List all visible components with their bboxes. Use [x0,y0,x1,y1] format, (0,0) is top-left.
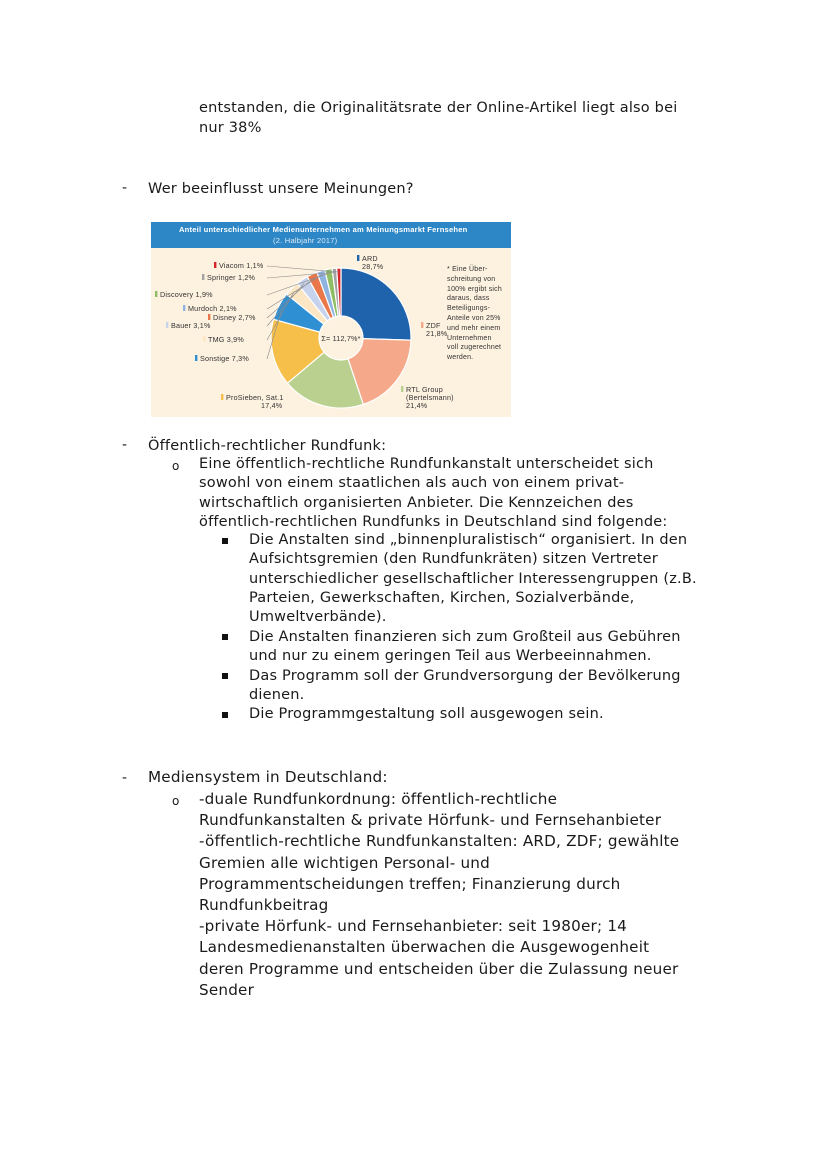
legend-marker-discovery [155,291,157,297]
section-2-heading: Öffentlich-rechtlicher Rundfunk: [148,438,387,454]
footnote-line: * Eine Über- [447,266,488,273]
legend-marker-murdoch [183,305,185,311]
para-line: Sender [199,980,255,999]
legend-marker-prosieben-sat1 [221,394,223,400]
square-bullet [222,673,228,679]
slice-name-zdf: ZDF [426,321,441,330]
slice-value-rtl-group: 21,4% [406,401,428,410]
slice-name-rtl-group: RTL Group [406,385,443,394]
slice-label-viacom [214,261,264,270]
slice-name-sonstige: Sonstige 7,3% [200,354,249,363]
footnote-line: Anteile von 25% [447,314,501,322]
footnote-line: werden. [447,354,474,362]
intro-line-2: nur 38% [199,120,262,136]
section-1-bullet: - [122,180,128,196]
slice-label-tmg [203,335,244,344]
section-3-sub-bullet: o [172,794,180,808]
para-line: Gremien alle wichtigen Personal- und [199,853,490,872]
list-item-1 [249,531,697,627]
footnote-line: voll zugerechnet [447,344,502,352]
slice-label-rtl-group [401,385,454,410]
chart-title: Anteil unterschiedlicher Medienunternehmen am Meinungsmarkt Fernsehen [179,225,468,234]
section-2-paragraph [199,455,667,532]
para-line: -öffentlich-rechtliche Rundfunkanstalten: ARD, ZDF; gewählte [199,832,680,851]
square-bullet [222,634,228,640]
pie-center-label: Σ= 112,7%* [321,334,361,343]
list-item-3 [249,667,681,706]
slice-name-murdoch: Murdoch 2,1% [188,304,237,313]
slice-label-prosieben-sat1 [221,393,284,410]
slice-name-ard: ARD [362,254,378,263]
section-3-paragraph [199,789,679,1001]
footnote-line: Beteiligungs- [447,305,491,313]
list-item-line: Die Anstalten finanzieren sich zum Großteil aus Gebühren [249,629,681,645]
list-item-line: Die Programmgestaltung soll ausgewogen sein. [249,706,604,722]
legend-marker-disney [208,314,210,320]
slice-label-sonstige [195,354,249,363]
slice-name-disney: Disney 2,7% [213,313,256,322]
para-line: Eine öffentlich-rechtliche Rundfunkanstalt unterscheidet sich [199,456,654,472]
slice-name-prosieben-sat1: ProSieben, Sat.1 [226,393,284,402]
list-item-line: unterschiedlicher gesellschaftlicher Interessengruppen (z.B. [249,570,697,587]
section-1-heading: Wer beeinflusst unsere Meinungen? [148,181,414,197]
footnote-line: Unternehmen [447,334,492,342]
chart-subtitle: (2. Halbjahr 2017) [273,236,338,245]
legend-marker-ard [357,255,359,261]
para-line: Rundfunkanstalten & private Hörfunk- und Fernsehanbieter [199,811,662,830]
footnote-line: daraus, dass [447,295,490,303]
list-item-line: Das Programm soll der Grundversorgung der Bevölkerung [249,668,681,684]
list-item-line: Aufsichtsgremien (den Rundfunkräten) sitzen Vertreter [249,551,658,568]
slice-label-discovery [155,290,213,299]
legend-marker-viacom [214,262,216,268]
slice-name-springer: Springer 1,2% [207,273,256,282]
legend-marker-sonstige [195,355,197,361]
list-item-line: und nur zu einem geringen Teil aus Werbeeinnahmen. [249,648,652,665]
legend-marker-bauer [166,322,168,328]
slice-value-prosieben-sat1: 17,4% [261,401,283,410]
list-item-2 [249,628,681,667]
slice-label-bauer [166,321,211,330]
chart-footnote [447,265,511,363]
section-3-heading: Mediensystem in Deutschland: [148,768,388,786]
list-item-4 [249,705,604,724]
para-line: öffentlich-rechtlichen Rundfunks in Deutschland sind folgende: [199,513,668,530]
intro-line-1: entstanden, die Originalitätsrate der Online-Artikel liegt also bei [199,100,678,116]
slice-name-rtl-group: (Bertelsmann) [406,393,454,402]
footnote-line: 100% ergibt sich [447,285,502,293]
list-item-line: Die Anstalten sind „binnenpluralistisch“ organisiert. In den [249,532,688,548]
slice-value-zdf: 21,8% [426,329,448,338]
slice-value-ard: 28,7% [362,262,384,271]
para-line: -duale Rundfunkordnung: öffentlich-rechtliche [199,790,558,808]
list-item-line: Umweltverbände). [249,609,387,626]
slice-name-bauer: Bauer 3,1% [171,321,211,330]
para-line: Programmentscheidungen treffen; Finanzierung durch [199,874,621,893]
slice-name-viacom: Viacom 1,1% [219,261,264,270]
para-line: Landesmedienanstalten überwachen die Ausgewogenheit [199,938,650,957]
section-2-bullet: - [122,437,128,453]
legend-marker-zdf [421,322,423,328]
square-bullet [222,712,228,718]
slice-label-disney [208,313,256,322]
list-item-line: dienen. [249,687,305,704]
media-share-chart [151,222,511,417]
para-line: Rundfunkbeitrag [199,896,329,915]
slice-label-zdf [421,321,448,338]
slice-name-discovery: Discovery 1,9% [160,290,213,299]
legend-marker-tmg [203,336,205,342]
para-line: deren Programme und entscheiden über die Zulassung neuer [199,959,679,978]
slice-label-springer [202,273,256,282]
footnote-line: schreitung von [447,275,496,283]
section-2-sub-bullet: o [172,459,180,473]
para-line: sowohl von einem staatlichen als auch von einem privat- [199,475,625,492]
slice-label-murdoch [183,304,237,313]
section-3-bullet: - [122,770,128,786]
para-line: wirtschaftlich organisierten Anbieter. Die Kennzeichen des [199,494,634,511]
pie-slice-ard [341,268,411,340]
list-item-line: Parteien, Gewerkschaften, Kirchen, Sozialverbände, [249,589,635,606]
footnote-line: und mehr einem [447,324,501,332]
square-bullet [222,538,228,544]
legend-marker-springer [202,274,204,280]
slice-label-ard [357,254,384,271]
para-line: -private Hörfunk- und Fernsehanbieter: seit 1980er; 14 [199,917,628,936]
legend-marker-rtl-group [401,386,403,392]
slice-name-tmg: TMG 3,9% [208,335,244,344]
